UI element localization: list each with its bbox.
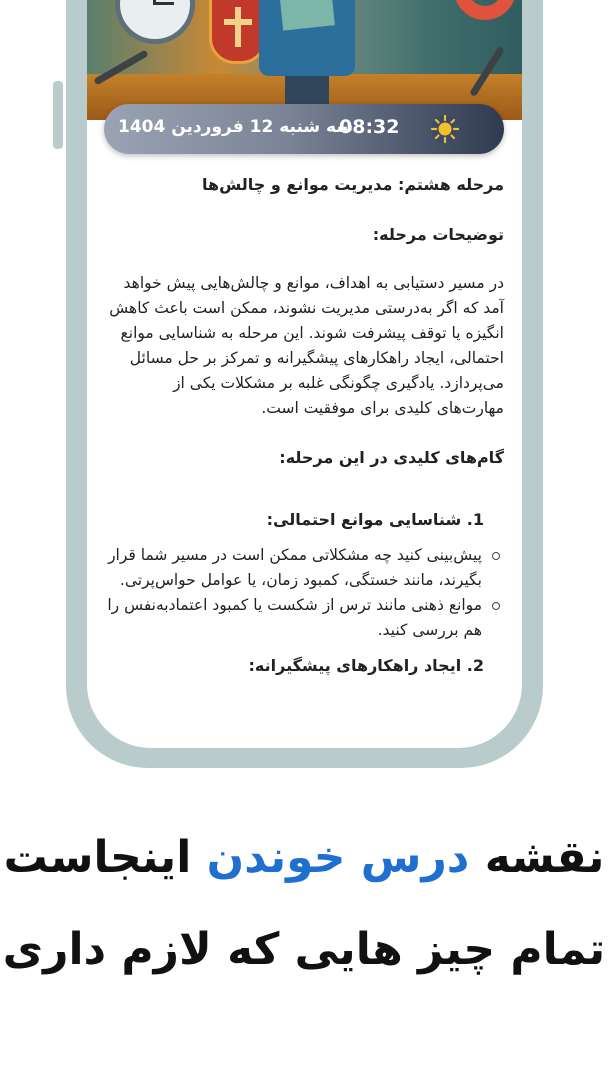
lesson-content (104, 172, 504, 679)
map-paper (279, 0, 335, 31)
phone-side-button (53, 81, 63, 149)
time-text: 08:32 (339, 116, 400, 138)
step-title: شناسایی موانع احتمالی: (266, 510, 462, 529)
step-1 (104, 507, 504, 533)
lifebuoy-icon (454, 0, 516, 20)
step-title: ایجاد راهکارهای پیشگیرانه: (248, 656, 462, 675)
stage-description: در مسیر دستیابی به اهداف، موانع و چالش‌هایی پیش خواهد آمد که اگر به‌درستی مدیریت نشوند، ممکن است باعث کاهش انگیزه یا توقف پیشرفت شوند. این مرحله به شناسایی موانع احتمالی، ایجاد راهکارهای پیشگیرانه و تمرکز بر حل مسائل می‌پردازد. یادگیری چگونگی غلبه بر مشکلات یکی از مهارت‌های کلیدی برای موفقیت است. (109, 274, 504, 417)
step-number: 1. (466, 510, 484, 529)
sun-icon (429, 113, 461, 145)
list-item: پیش‌بینی کنید چه مشکلاتی ممکن است در مسیر شما قرار بگیرند، مانند خستگی، کمبود زمان، یا عوامل حواس‌پرتی. (104, 543, 504, 593)
promo-word-2: اینجاست (3, 832, 192, 883)
list-item: موانع ذهنی مانند ترس از شکست یا کمبود اعتمادبه‌نفس را هم بررسی کنید. (104, 593, 504, 643)
description-heading: توضیحات مرحله: (372, 225, 504, 244)
date-text: سه شنبه 12 فروردین 1404 (118, 117, 354, 137)
promo-subheadline: تمام چیز هایی که لازم داری (2, 924, 606, 975)
promo-headline (0, 832, 608, 883)
steps-heading: گام‌های کلیدی در این مرحله: (279, 448, 504, 467)
person-figure (259, 0, 355, 76)
clock-icon (115, 0, 195, 44)
phone-screen[interactable] (87, 0, 522, 748)
step-1-bullets (104, 543, 504, 643)
hero-illustration (87, 0, 522, 120)
date-time-bar (104, 104, 504, 154)
promo-word-1: نقشه (484, 832, 605, 883)
step-number: 2. (466, 656, 484, 675)
promo-highlight: درس خوندن (206, 832, 470, 883)
stage-title: مرحله هشتم: مدیریت موانع و چالش‌ها (202, 175, 504, 194)
step-2 (104, 653, 504, 679)
